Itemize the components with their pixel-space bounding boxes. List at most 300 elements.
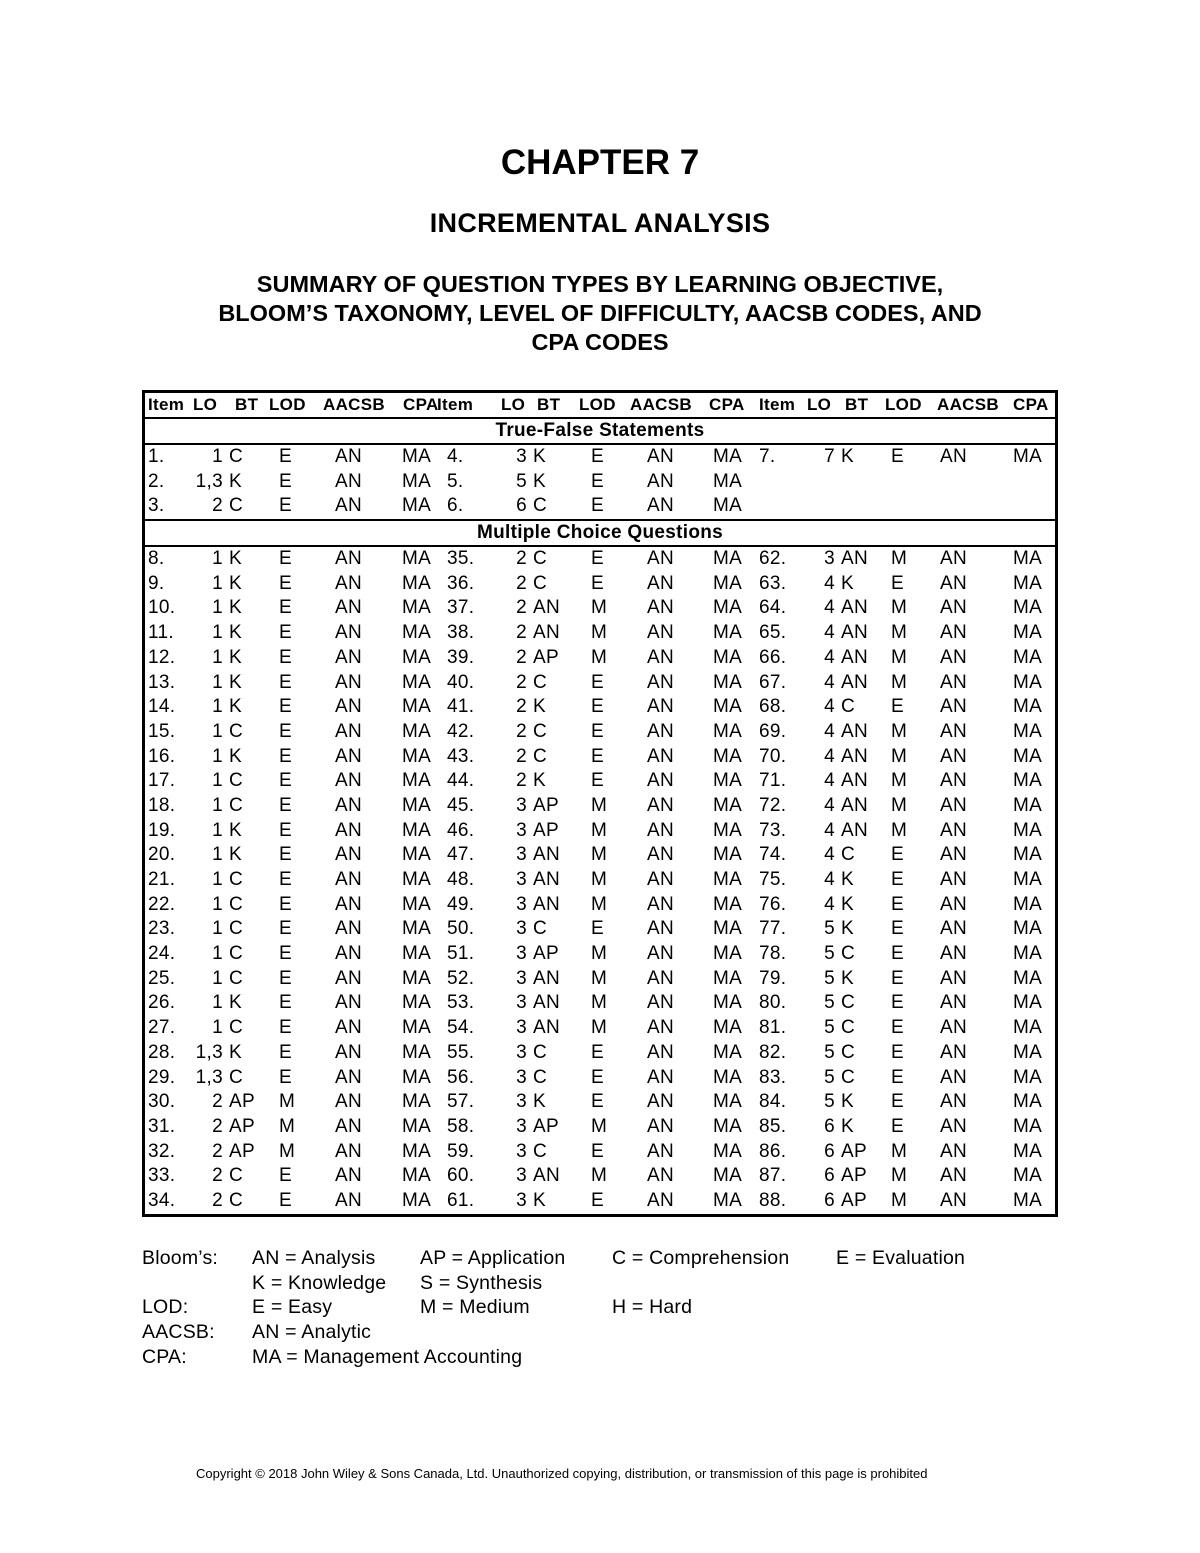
cell-item-b: 36. [447,572,475,594]
cell-bt-a: C [229,495,244,517]
cell-cpa-a: MA [402,572,432,594]
cell-lo-c: 3 [824,548,835,570]
header-lod-c: LOD [885,395,922,414]
cell-aacsb-a: AN [335,1165,362,1187]
cell-item-a: 25. [148,967,176,989]
cell-bt-b: AP [533,1115,559,1137]
cell-bt-b: AP [533,819,559,841]
cell-lo-b: 2 [516,572,527,594]
cell-bt-b: K [533,696,546,718]
cell-cpa-c: MA [1013,548,1043,570]
cell-lod-c: E [891,967,904,989]
cell-lo-a: 1,3 [195,1066,223,1088]
cell-lod-c: E [891,572,904,594]
cell-aacsb-b: AN [647,446,674,467]
cell-aacsb-a: AN [335,992,362,1014]
cell-lo-c: 4 [824,794,835,816]
cell-bt-c: K [841,918,854,940]
cell-item-c: 81. [759,1017,787,1039]
cell-lod-b: E [591,696,604,718]
section-title-multiple-choice: Multiple Choice Questions [145,519,1055,547]
cell-cpa-c: MA [1013,720,1043,742]
cell-item-a: 14. [148,696,176,718]
cell-lo-a: 1 [212,844,223,866]
cell-lod-a: E [279,1066,292,1088]
cell-lod-b: E [591,548,604,570]
table-row [145,967,1055,992]
cell-lo-a: 2 [212,1115,223,1137]
cell-bt-b: K [533,770,546,792]
cell-cpa-c: MA [1013,1091,1043,1113]
cell-aacsb-b: AN [647,1041,674,1063]
cell-lod-c: E [891,696,904,718]
cell-item-c: 7. [759,446,776,467]
cell-aacsb-a: AN [335,671,362,693]
cell-bt-c: AP [841,1189,867,1211]
cell-bt-b: C [533,1041,548,1063]
cell-bt-c: AN [841,794,868,816]
cell-cpa-b: MA [713,720,743,742]
question-codes-table [142,390,1058,1217]
cell-lo-c: 6 [824,1165,835,1187]
cell-lo-a: 1 [212,819,223,841]
header-item-c: Item [759,395,796,414]
cell-lo-b: 2 [516,770,527,792]
cell-aacsb-a: AN [335,1066,362,1088]
cell-lo-b: 3 [516,446,527,467]
cell-lo-c: 6 [824,1189,835,1211]
legend-entry: AP = Application [420,1247,566,1269]
cell-cpa-a: MA [402,671,432,693]
cell-cpa-a: MA [402,943,432,965]
cell-lo-b: 2 [516,622,527,644]
cell-lod-a: E [279,1017,292,1039]
legend-entry: AN = Analytic [252,1321,372,1344]
cell-lo-b: 3 [516,819,527,841]
cell-cpa-b: MA [713,745,743,767]
cell-cpa-a: MA [402,1017,432,1039]
cell-aacsb-b: AN [647,720,674,742]
cell-aacsb-c: AN [940,967,967,989]
cell-cpa-c: MA [1013,1017,1043,1039]
cell-item-a: 13. [148,671,176,693]
cell-lo-b: 3 [516,918,527,940]
cell-bt-a: K [229,622,242,644]
cell-cpa-a: MA [402,1165,432,1187]
cell-aacsb-a: AN [335,1140,362,1162]
cell-bt-b: AN [533,992,560,1014]
cell-bt-b: C [533,1140,548,1162]
cell-item-c: 86. [759,1140,787,1162]
cell-item-c: 71. [759,770,787,792]
cell-lod-c: M [891,548,908,570]
cell-cpa-c: MA [1013,597,1043,619]
cell-bt-c: C [841,992,856,1014]
cell-aacsb-c: AN [940,1091,967,1113]
cell-lo-c: 5 [824,992,835,1014]
cell-aacsb-b: AN [647,696,674,718]
cell-lod-c: M [891,622,908,644]
cell-item-b: 48. [447,869,475,890]
cell-item-a: 9. [148,572,165,594]
cell-lo-c: 5 [824,1041,835,1063]
cell-lo-b: 3 [516,943,527,965]
cell-bt-b: C [533,671,548,693]
cell-lod-a: E [279,770,292,792]
cell-cpa-c: MA [1013,572,1043,594]
cell-cpa-b: MA [713,1189,743,1211]
cell-cpa-b: MA [713,597,743,619]
cell-bt-b: AN [533,869,560,890]
cell-cpa-a: MA [402,646,432,668]
summary-heading [0,270,1200,357]
cell-lo-c: 4 [824,869,835,890]
cell-lo-b: 2 [516,745,527,767]
cell-lod-b: E [591,495,604,517]
cell-lo-c: 4 [824,597,835,619]
section-title-true-false: True-False Statements [145,419,1055,445]
cell-lo-b: 2 [516,671,527,693]
table-row [145,1140,1055,1165]
cell-aacsb-a: AN [335,1091,362,1113]
cell-item-a: 32. [148,1140,176,1162]
cell-lo-a: 1 [212,696,223,718]
cell-cpa-b: MA [713,893,743,915]
table-row [145,547,1055,572]
cell-cpa-a: MA [402,495,432,517]
cell-lo-b: 3 [516,1066,527,1088]
cell-lo-a: 1 [212,967,223,989]
cell-cpa-a: MA [402,869,432,890]
cell-aacsb-b: AN [647,1091,674,1113]
cell-lo-b: 3 [516,794,527,816]
cell-aacsb-c: AN [940,745,967,767]
cell-item-b: 38. [447,622,475,644]
cell-cpa-c: MA [1013,671,1043,693]
cell-lo-c: 4 [824,720,835,742]
cell-item-c: 65. [759,622,787,644]
cell-item-b: 58. [447,1115,475,1137]
cell-lo-c: 7 [824,446,835,467]
cell-lo-c: 5 [824,943,835,965]
cell-aacsb-b: AN [647,671,674,693]
cell-aacsb-b: AN [647,918,674,940]
cell-aacsb-b: AN [647,1017,674,1039]
cell-cpa-a: MA [402,1066,432,1088]
cell-cpa-c: MA [1013,844,1043,866]
cell-lod-c: E [891,446,904,467]
cell-bt-c: AN [841,646,868,668]
cell-bt-a: C [229,770,244,792]
table-row [145,671,1055,696]
cell-lod-b: E [591,572,604,594]
cell-item-a: 8. [148,548,165,570]
cell-lo-b: 3 [516,1165,527,1187]
cell-lod-b: E [591,671,604,693]
cell-aacsb-c: AN [940,1165,967,1187]
cell-bt-a: C [229,918,244,940]
cell-lod-b: E [591,1066,604,1088]
cell-aacsb-c: AN [940,992,967,1014]
header-aacsb-a: AACSB [323,395,385,414]
cell-aacsb-b: AN [647,1165,674,1187]
table-row [145,819,1055,844]
cell-bt-a: K [229,1041,242,1063]
cell-lod-c: M [891,1140,908,1162]
cell-lo-b: 3 [516,1091,527,1113]
cell-item-c: 70. [759,745,787,767]
table-row [145,893,1055,918]
cell-bt-c: AN [841,745,868,767]
header-cpa-c: CPA [1013,395,1049,414]
cell-aacsb-a: AN [335,794,362,816]
cell-bt-c: K [841,446,854,467]
cell-item-c: 74. [759,844,787,866]
table-row [145,769,1055,794]
header-lo-a: LO [193,395,218,414]
cell-aacsb-a: AN [335,646,362,668]
header-item-a: Item [148,395,185,414]
table-row [145,843,1055,868]
cell-lo-a: 2 [212,1140,223,1162]
cell-lo-c: 5 [824,967,835,989]
cell-aacsb-c: AN [940,869,967,890]
cell-aacsb-a: AN [335,720,362,742]
cell-aacsb-c: AN [940,844,967,866]
cell-cpa-b: MA [713,1066,743,1088]
cell-lod-c: M [891,1165,908,1187]
cell-item-a: 19. [148,819,176,841]
cell-lod-b: E [591,720,604,742]
cell-bt-a: C [229,1189,244,1211]
table-row [145,794,1055,819]
cell-cpa-a: MA [402,967,432,989]
cell-item-b: 52. [447,967,475,989]
cell-lod-b: E [591,446,604,467]
cell-lod-b: E [591,745,604,767]
cell-item-c: 73. [759,819,787,841]
cell-item-a: 26. [148,992,176,1014]
header-lo-c: LO [807,395,832,414]
cell-lo-b: 2 [516,597,527,619]
multiple-choice-rows [145,547,1055,1214]
cell-item-c: 77. [759,918,787,940]
cell-lo-b: 5 [516,470,527,492]
cell-lod-b: M [591,622,608,644]
table-row [145,1016,1055,1041]
cell-lod-c: E [891,1017,904,1039]
table-header-row [145,393,1055,419]
cell-aacsb-a: AN [335,943,362,965]
cell-lod-a: E [279,819,292,841]
table-row [145,1189,1055,1214]
cell-item-c: 62. [759,548,787,570]
cell-bt-c: C [841,844,856,866]
cell-aacsb-a: AN [335,967,362,989]
table-row [145,1115,1055,1140]
cell-bt-c: AP [841,1165,867,1187]
cell-cpa-b: MA [713,918,743,940]
cell-aacsb-c: AN [940,770,967,792]
cell-bt-c: K [841,869,854,890]
cell-lod-c: E [891,893,904,915]
cell-lod-a: E [279,720,292,742]
cell-aacsb-a: AN [335,495,362,517]
cell-lo-b: 3 [516,869,527,890]
cell-lo-a: 1 [212,446,223,467]
cell-cpa-b: MA [713,967,743,989]
cell-lod-c: M [891,794,908,816]
cell-bt-a: K [229,470,242,492]
header-lo-b: LO [501,395,526,414]
cell-bt-c: AN [841,720,868,742]
legend-category: LOD: [142,1296,189,1319]
table-row [145,991,1055,1016]
cell-lo-a: 1 [212,943,223,965]
cell-aacsb-b: AN [647,893,674,915]
cell-lod-a: E [279,893,292,915]
cell-aacsb-c: AN [940,646,967,668]
cell-cpa-c: MA [1013,1140,1043,1162]
chapter-subtitle: INCREMENTAL ANALYSIS [429,208,771,238]
cell-lod-b: E [591,1091,604,1113]
cell-lo-b: 3 [516,1017,527,1039]
summary-heading-line: BLOOM’S TAXONOMY, LEVEL OF DIFFICULTY, AACSB CODES, AND [218,300,982,326]
cell-aacsb-a: AN [335,819,362,841]
cell-bt-a: C [229,967,244,989]
cell-cpa-b: MA [713,646,743,668]
cell-lo-c: 4 [824,770,835,792]
header-bt-a: BT [235,395,259,414]
cell-item-b: 47. [447,844,475,866]
cell-item-a: 3. [148,495,165,517]
cell-bt-b: C [533,495,548,517]
cell-lo-a: 1 [212,770,223,792]
cell-bt-c: C [841,943,856,965]
cell-lod-c: M [891,745,908,767]
cell-lo-a: 1 [212,1017,223,1039]
cell-cpa-b: MA [713,1091,743,1113]
cell-aacsb-a: AN [335,572,362,594]
cell-item-a: 16. [148,745,176,767]
cell-bt-b: C [533,548,548,570]
cell-aacsb-a: AN [335,470,362,492]
cell-bt-a: AP [229,1140,255,1162]
cell-cpa-b: MA [713,1115,743,1137]
legend-entry: MA = Management Accounting [252,1345,523,1368]
cell-lo-c: 4 [824,622,835,644]
cell-lod-b: E [591,770,604,792]
cell-bt-c: K [841,1091,854,1113]
cell-lod-a: E [279,967,292,989]
legend-category: AACSB: [142,1321,215,1344]
cell-cpa-c: MA [1013,696,1043,718]
cell-aacsb-c: AN [940,1189,967,1211]
cell-lo-b: 3 [516,992,527,1014]
cell-lo-c: 4 [824,893,835,915]
cell-cpa-c: MA [1013,893,1043,915]
cell-cpa-a: MA [402,597,432,619]
cell-lo-c: 5 [824,1091,835,1113]
cell-lo-c: 6 [824,1115,835,1137]
table-row [145,917,1055,942]
legend-entry: K = Knowledge [252,1271,387,1294]
cell-aacsb-a: AN [335,622,362,644]
legend-entry: S = Synthesis [420,1271,543,1294]
cell-lo-c: 5 [824,1066,835,1088]
legend-entry: H = Hard [612,1296,693,1319]
cell-aacsb-c: AN [940,1066,967,1088]
cell-lo-a: 1 [212,548,223,570]
cell-lod-a: M [279,1140,296,1162]
cell-lod-a: E [279,622,292,644]
cell-bt-a: C [229,720,244,742]
cell-lo-c: 4 [824,671,835,693]
cell-lo-c: 4 [824,646,835,668]
legend-category: CPA: [142,1345,187,1368]
cell-lod-b: M [591,844,608,866]
cell-item-c: 75. [759,869,787,890]
cell-bt-b: C [533,745,548,767]
cell-item-c: 64. [759,597,787,619]
cell-aacsb-b: AN [647,869,674,890]
cell-cpa-c: MA [1013,1041,1043,1063]
cell-item-a: 21. [148,869,176,890]
cell-lod-c: M [891,770,908,792]
cell-aacsb-a: AN [335,597,362,619]
cell-item-a: 11. [148,622,174,644]
cell-bt-b: AN [533,967,560,989]
summary-heading-line: CPA CODES [531,329,669,355]
cell-cpa-a: MA [402,1140,432,1162]
cell-cpa-a: MA [402,1041,432,1063]
cell-item-c: 68. [759,696,787,718]
cell-bt-a: K [229,597,242,619]
cell-lod-c: M [891,720,908,742]
cell-item-b: 59. [447,1140,475,1162]
cell-lod-b: M [591,967,608,989]
cell-lo-b: 2 [516,720,527,742]
cell-aacsb-c: AN [940,918,967,940]
cell-cpa-b: MA [713,1041,743,1063]
cell-lo-c: 4 [824,844,835,866]
cell-lod-b: M [591,794,608,816]
cell-bt-b: AN [533,844,560,866]
cell-bt-b: AP [533,794,559,816]
cell-item-a: 12. [148,646,176,668]
cell-bt-c: AN [841,671,868,693]
cell-item-c: 66. [759,646,787,668]
cell-cpa-b: MA [713,696,743,718]
cell-aacsb-a: AN [335,844,362,866]
cell-cpa-c: MA [1013,1189,1043,1211]
cell-lo-c: 4 [824,819,835,841]
cell-lo-b: 2 [516,548,527,570]
cell-bt-b: AN [533,622,560,644]
cell-lo-a: 2 [212,1189,223,1211]
cell-lo-b: 3 [516,893,527,915]
legend-entry: E = Easy [252,1296,333,1319]
cell-bt-a: K [229,819,242,841]
cell-lo-c: 4 [824,696,835,718]
cell-lo-a: 1 [212,622,223,644]
cell-item-a: 30. [148,1091,176,1113]
cell-lo-a: 1 [212,671,223,693]
cell-item-a: 34. [148,1189,176,1211]
cell-aacsb-c: AN [940,548,967,570]
cell-bt-b: K [533,1091,546,1113]
cell-item-c: 80. [759,992,787,1014]
